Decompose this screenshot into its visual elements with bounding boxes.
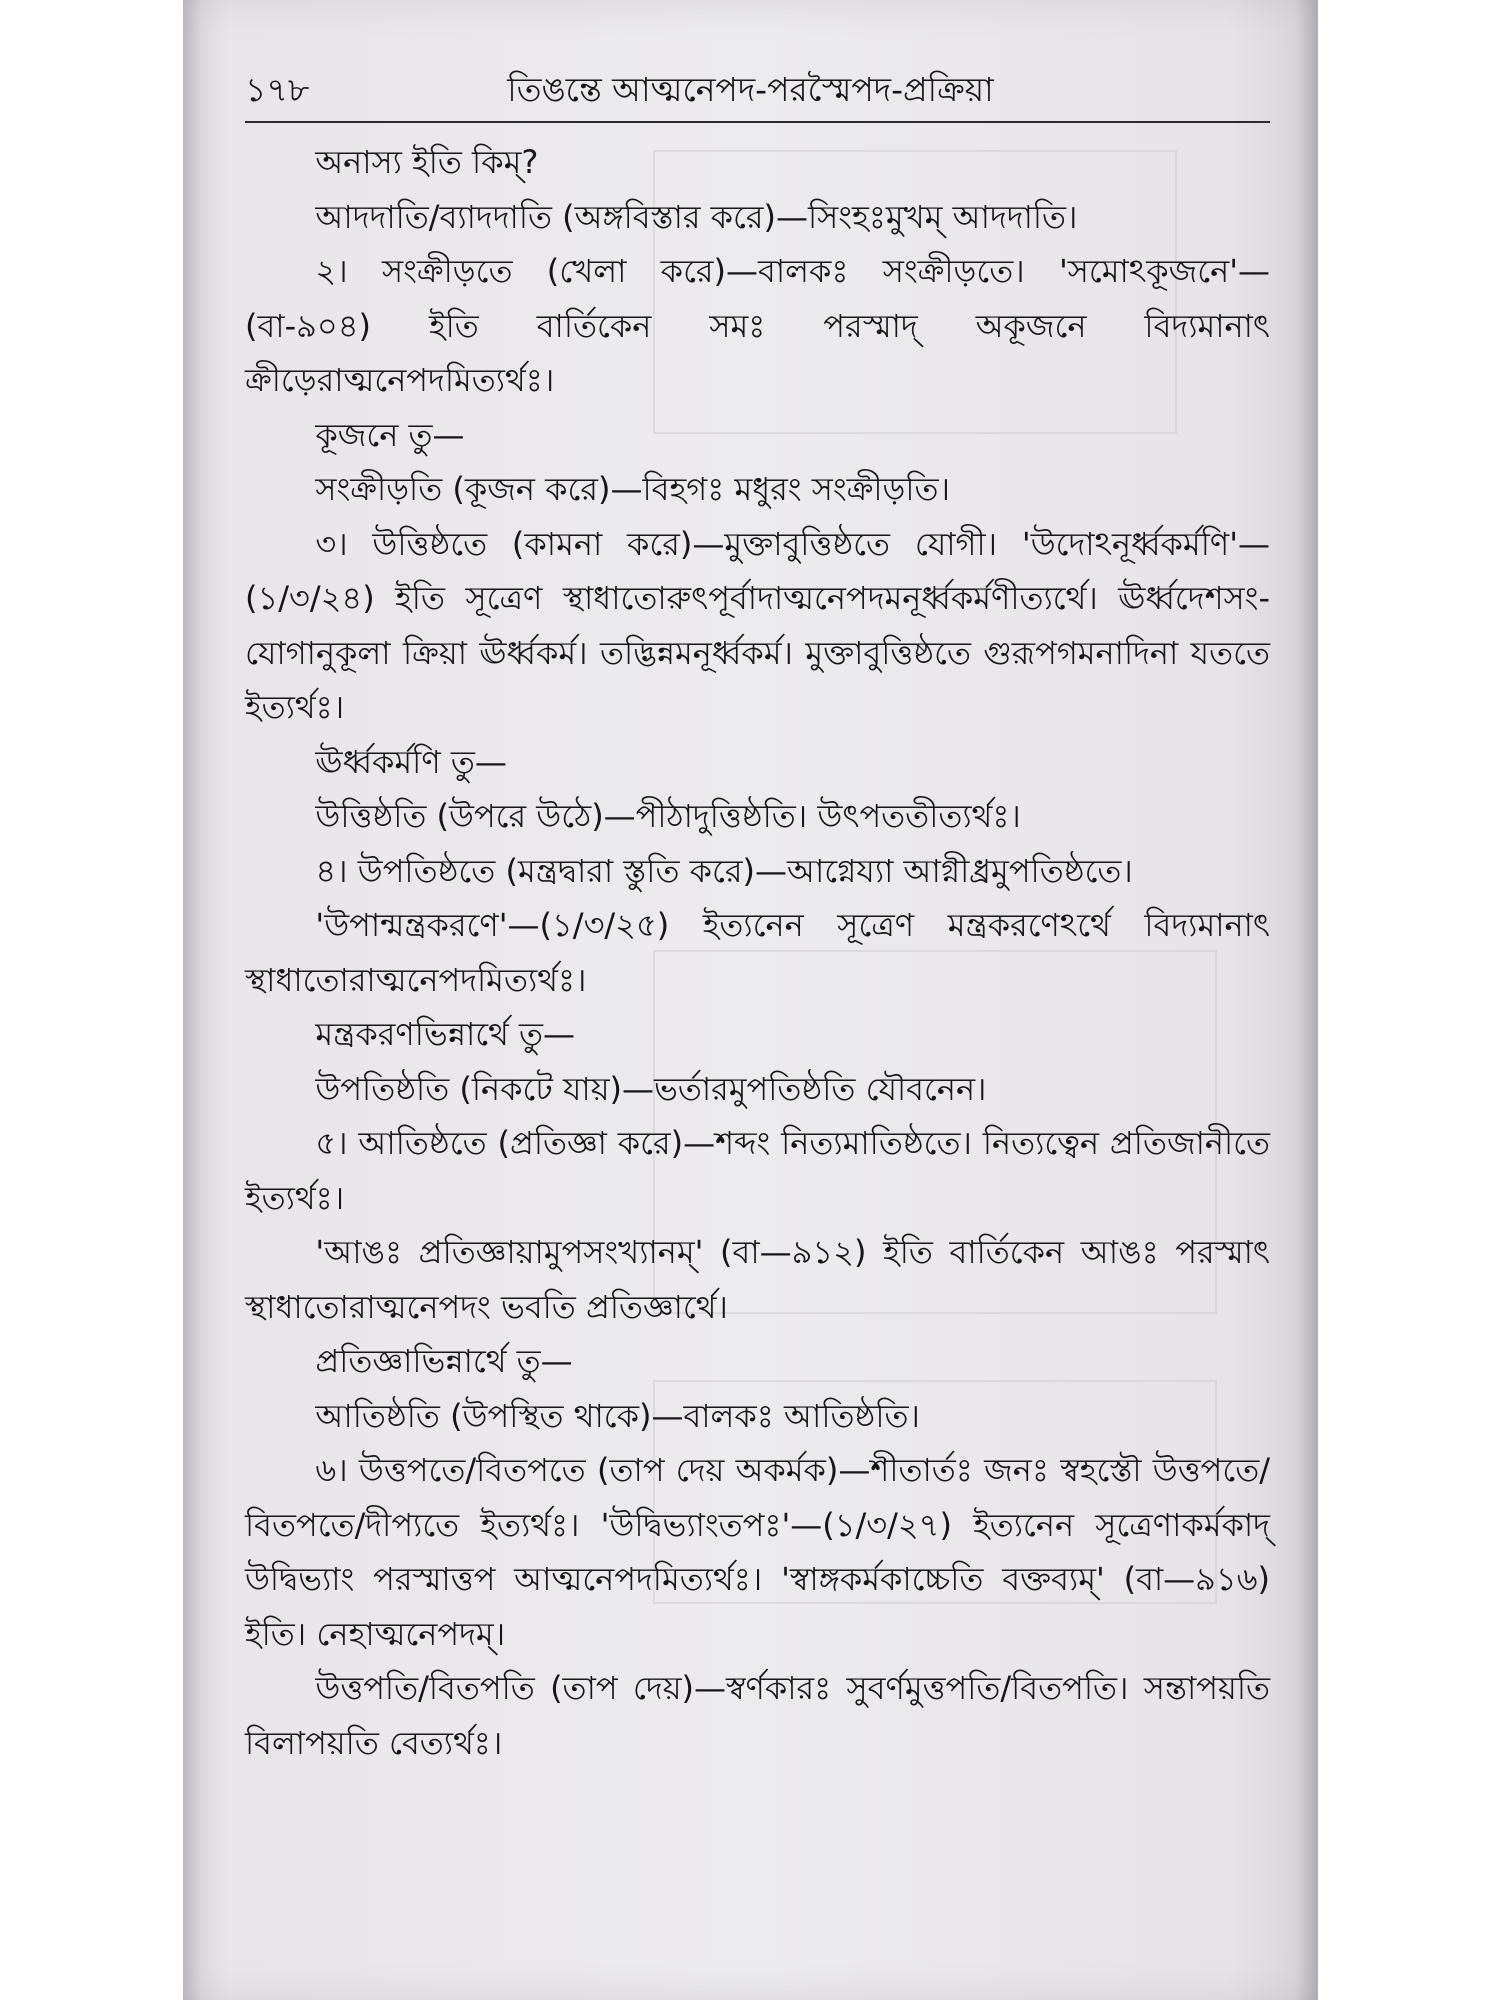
paragraph: প্রতিজ্ঞাভিন্নার্থে তু— (315, 1342, 573, 1380)
running-title: তিঙন্তে আত্মনেপদ-পরস্মৈপদ-প্রক্রিয়া (507, 70, 994, 109)
paragraph: ৩। উত্তিষ্ঠতে (কামনা করে)—মুক্তাবুত্তিষ্ঠতে যোগী। 'উদোঽনূর্ধ্বকর্মণি'—(১/৩/২৪) ইতি সূত্রেণ স্থাধাতোরুৎপূর্বাদাত্মনেপদমনূর্ধ্বকর্মণীত্যর্থে। ঊর্ধ্বদেশসং-যোগানুকূলা ক্রিয়া ঊর্ধ্বকর্ম। তদ্ভিন্নমনূর্ধ্বকর্ম। মুক্তাবুত্তিষ্ঠতে গুরূপগমনাদিনা যততে ইত্যর্থঃ। (245, 524, 1270, 726)
paragraph: ৪। উপতিষ্ঠতে (মন্ত্রদ্বারা স্তুতি করে)—আগ্নেয্যা আগ্নীধ্রমুপতিষ্ঠতে। (315, 851, 1133, 890)
paragraph: সংক্রীড়তি (কূজন করে)—বিহগঃ মধুরং সংক্রীড়তি। (315, 470, 951, 508)
paragraph: ২। সংক্রীড়তে (খেলা করে)—বালকঃ সংক্রীড়তে। 'সমোঽকূজনে'—(বা-৯০৪) ইতি বার্তিকেন সমঃ পরস্মাদ্ অকূজনে বিদ্যমানাৎ ক্রীড়েরাত্মনেপদমিত্যর্থঃ। (245, 252, 1270, 399)
paragraph: ৫। আতিষ্ঠতে (প্রতিজ্ঞা করে)—শব্দং নিত্যমাতিষ্ঠতে। নিত্যত্বেন প্রতিজানীতে ইত্যর্থঃ। (245, 1124, 1270, 1217)
book-page (183, 0, 1318, 2000)
paragraph: উপতিষ্ঠতি (নিকটে যায়)—ভর্তারমুপতিষ্ঠতি যৌবনেন। (315, 1069, 987, 1108)
paragraph: আদদাতি/ব্যাদদাতি (অঙ্গবিস্তার করে)—সিংহঃমুখম্ আদদাতি। (315, 197, 1078, 236)
paragraph: অনাস্য ইতি কিম্? (315, 143, 539, 181)
paragraph: আতিষ্ঠতি (উপস্থিত থাকে)—বালকঃ আতিষ্ঠতি। (315, 1396, 920, 1435)
paragraph: 'উপান্মন্ত্রকরণে'—(১/৩/২৫) ইত্যনেন সূত্রেণ মন্ত্রকরণেঽর্থে বিদ্যমানাৎ স্থাধাতোরাত্মনেপদমিত্যর্থঃ। (245, 906, 1270, 999)
paragraph: ঊর্ধ্বকর্মণি তু— (315, 742, 507, 781)
paragraph: উত্তিষ্ঠতি (উপরে উঠে)—পীঠাদুত্তিষ্ঠতি। উৎপততীত্যর্থঃ। (315, 797, 1021, 835)
header-rule (245, 121, 1270, 123)
paragraph: উত্তপতি/বিতপতি (তাপ দেয়)—স্বর্ণকারঃ সুবর্ণমুত্তপতি/বিতপতি। সন্তাপয়তি বিলাপয়তি বেত্যর্থঃ। (245, 1669, 1270, 1762)
paragraph: কূজনে তু— (315, 415, 465, 454)
page-number: ১৭৮ (245, 70, 310, 109)
body-text (245, 135, 1270, 1770)
paragraph: 'আঙঃ প্রতিজ্ঞায়ামুপসংখ্যানম্' (বা—৯১২) ইতি বার্তিকেন আঙঃ পরস্মাৎ স্থাধাতোরাত্মনেপদং ভবতি প্রতিজ্ঞার্থে। (245, 1233, 1270, 1326)
paragraph: ৬। উত্তপতে/বিতপতে (তাপ দেয় অকর্মক)—শীতার্তঃ জনঃ স্বহস্তৌ উত্তপতে/বিতপতে/দীপ্যতে ইত্যর্থঃ। 'উদ্বিভ্যাংতপঃ'—(১/৩/২৭) ইত্যনেন সূত্রেণাকর্মকাদ্ উদ্বিভ্যাং পরস্মাত্তপ আত্মনেপদমিত্যর্থঃ। 'স্বাঙ্গকর্মকাচ্চেতি বক্তব্যম্' (বা—৯১৬) ইতি। নেহাত্মনেপদম্। (245, 1451, 1270, 1653)
paragraph: মন্ত্রকরণভিন্নার্থে তু— (315, 1015, 576, 1053)
